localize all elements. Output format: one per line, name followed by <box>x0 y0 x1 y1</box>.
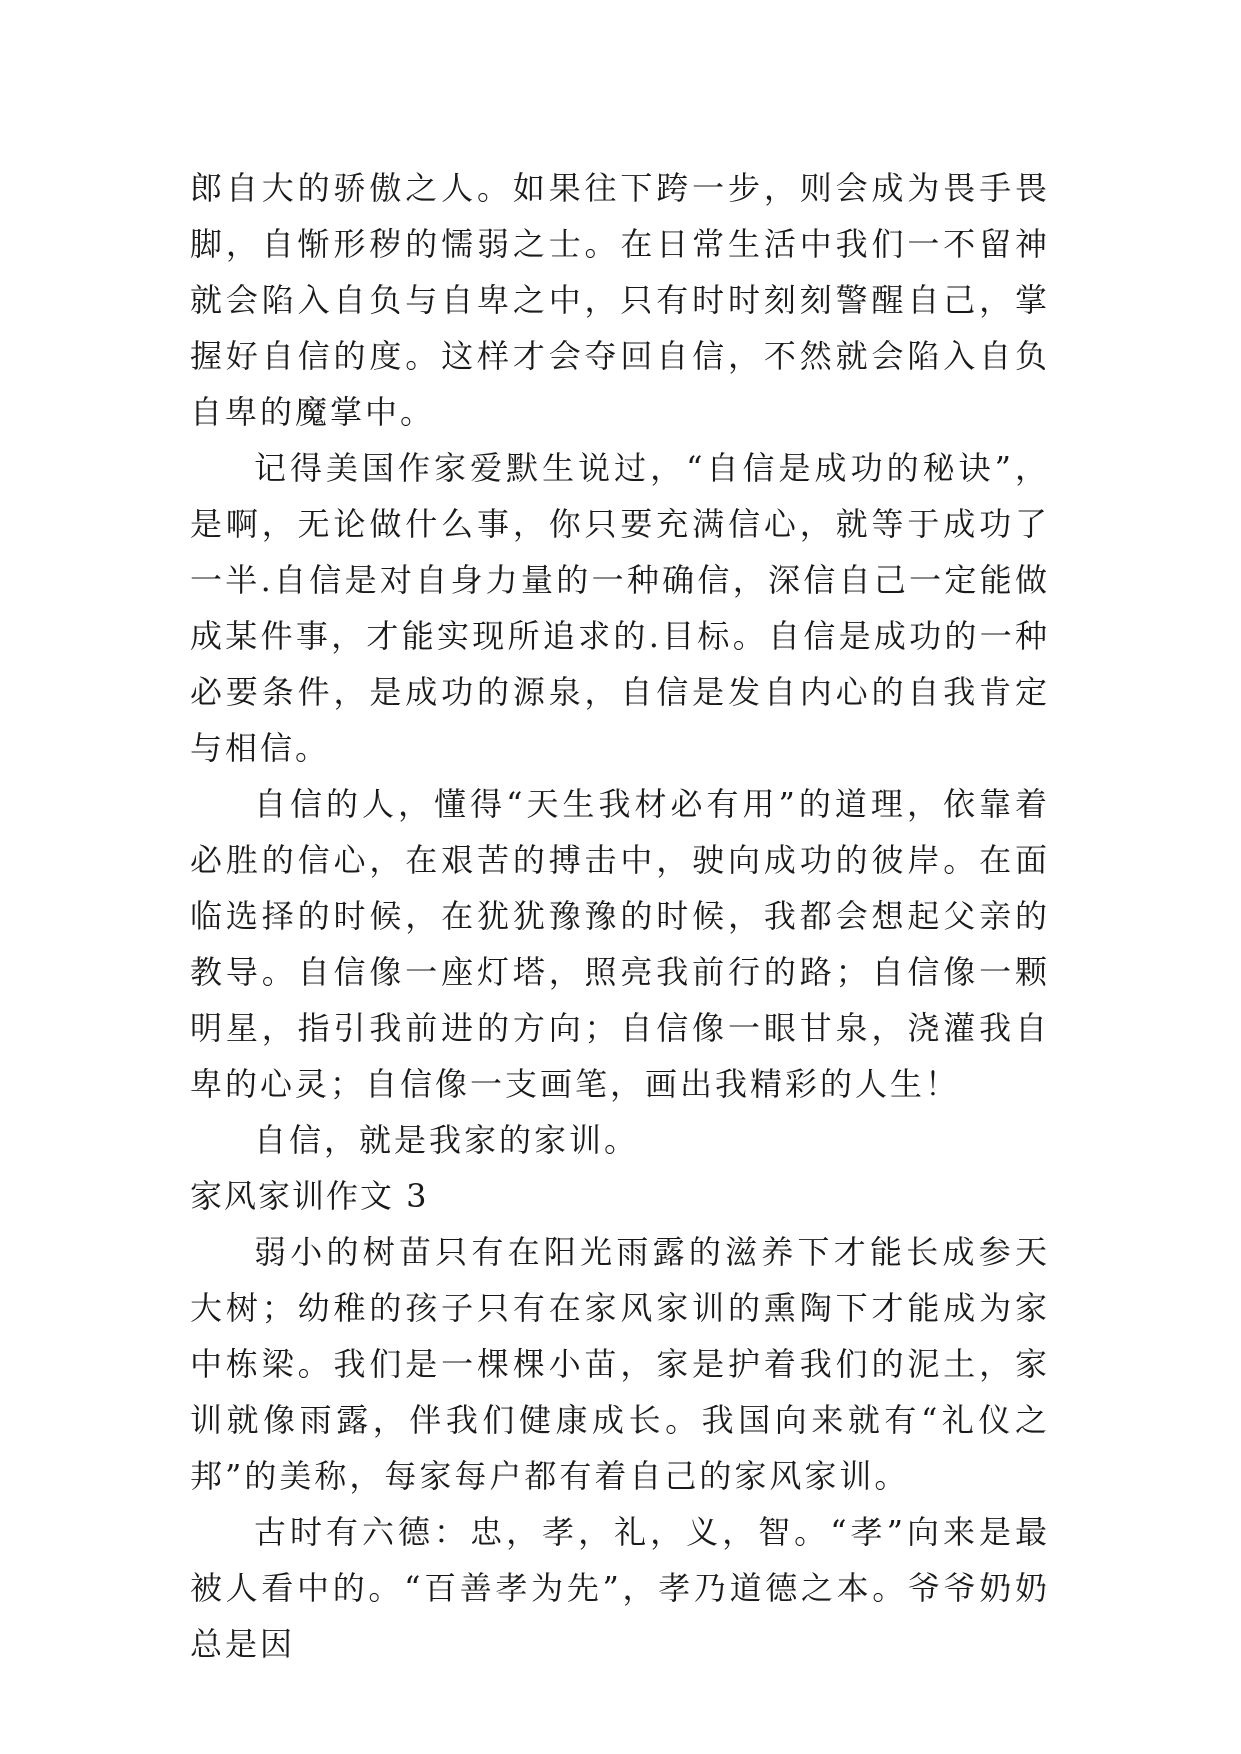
paragraph-6: 古时有六德：忠，孝，礼，义，智。“孝”向来是最被人看中的。“百善孝为先”，孝乃道德之本。爷爷奶奶总是因 <box>190 1513 1050 1663</box>
document-body <box>190 160 1050 1672</box>
paragraph-1: 郎自大的骄傲之人。如果往下跨一步，则会成为畏手畏脚，自惭形秽的懦弱之士。在日常生活中我们一不留神就会陷入自负与自卑之中，只有时时刻刻警醒自己，掌握好自信的度。这样才会夺回自信，不然就会陷入自负自卑的魔掌中。 <box>190 169 1050 431</box>
paragraph-2: 记得美国作家爱默生说过，“自信是成功的秘诀”，是啊，无论做什么事，你只要充满信心，就等于成功了一半.自信是对自身力量的一种确信，深信自己一定能做成某件事，才能实现所追求的.目标。自信是成功的一种必要条件，是成功的源泉，自信是发自内心的自我肯定与相信。 <box>190 449 1050 767</box>
paragraph-5: 弱小的树苗只有在阳光雨露的滋养下才能长成参天大树；幼稚的孩子只有在家风家训的熏陶下才能成为家中栋梁。我们是一棵棵小苗，家是护着我们的泥土，家训就像雨露，伴我们健康成长。我国向来就有“礼仪之邦”的美称，每家每户都有着自己的家风家训。 <box>190 1233 1050 1495</box>
paragraph-4: 自信，就是我家的家训。 <box>254 1121 640 1159</box>
paragraph-3: 自信的人，懂得“天生我材必有用”的道理，依靠着必胜的信心，在艰苦的搏击中，驶向成功的彼岸。在面临选择的时候，在犹犹豫豫的时候，我都会想起父亲的教导。自信像一座灯塔，照亮我前行的路；自信像一颗明星，指引我前进的方向；自信像一眼甘泉，浇灌我自卑的心灵；自信像一支画笔，画出我精彩的人生！ <box>190 785 1050 1103</box>
section-heading: 家风家训作文 3 <box>190 1177 429 1215</box>
